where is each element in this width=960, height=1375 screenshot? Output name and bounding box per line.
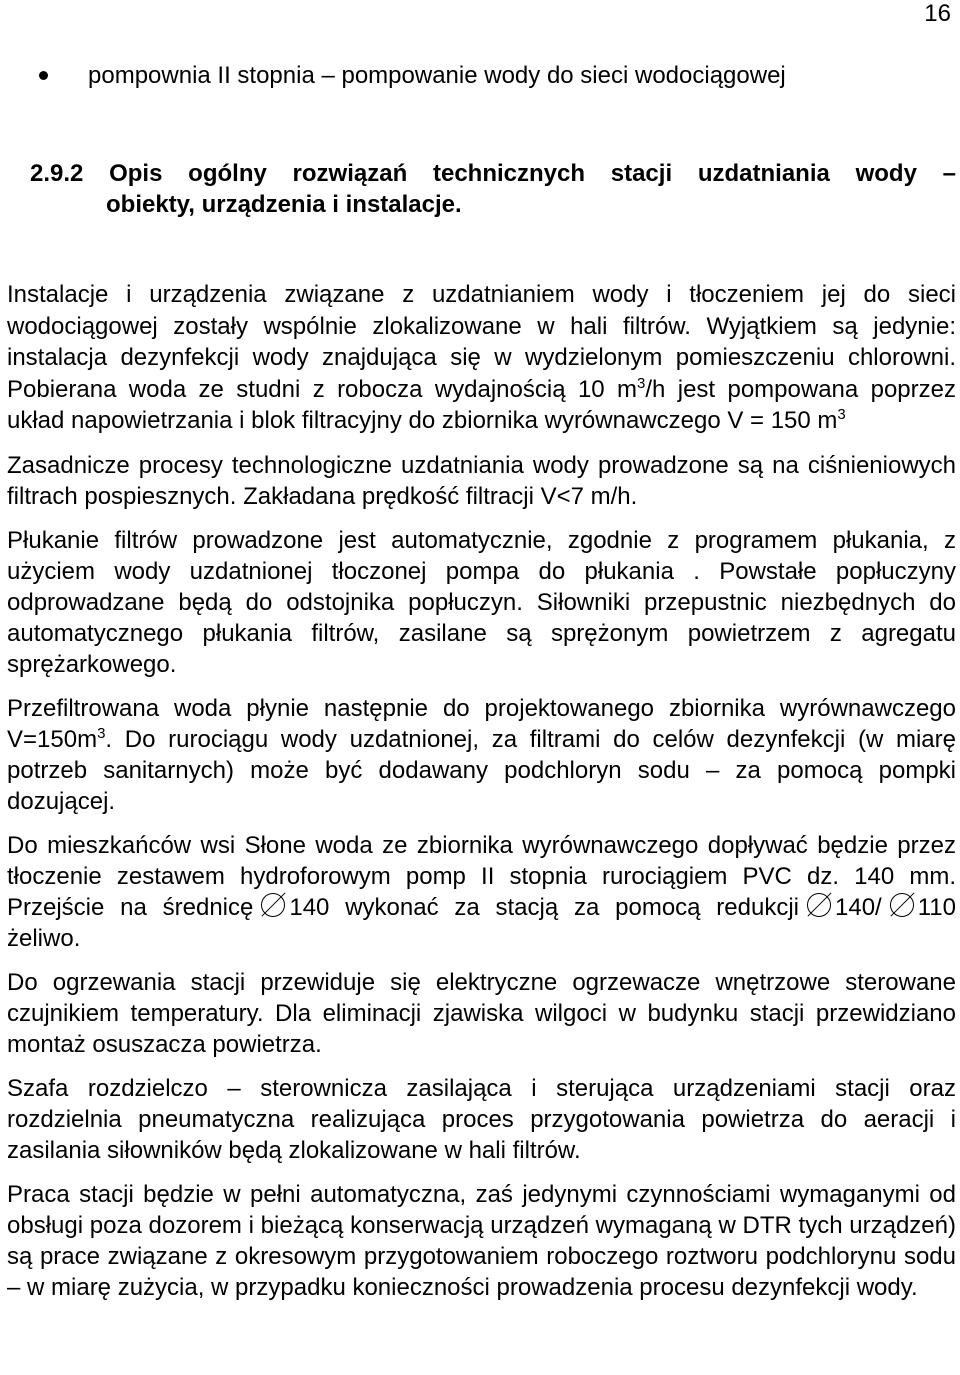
page-number: 16	[924, 0, 951, 27]
paragraph-text: 140/	[835, 893, 882, 921]
superscript: 3	[97, 724, 106, 742]
paragraph-control-cabinet: Szafa rozdzielczo – sterownicza zasilająca i sterująca urządzeniami stacji oraz rozdzielnia pneumatyczna realizująca proces przygotowania powietrza do aeracji i zasilania siłowników będą zlokalizowane w hali filtrów.	[7, 1074, 956, 1164]
paragraph-text: 110 żeliwo.	[7, 893, 956, 952]
section-heading	[30, 158, 956, 220]
section-heading-line-2: obiekty, urządzenia i instalacje.	[106, 191, 462, 218]
paragraph-processes: Zasadnicze procesy technologiczne uzdatniania wody prowadzone są na ciśnieniowych filtrach pospiesznych. Zakładana prędkość filtracji V<7 m/h.	[7, 451, 956, 510]
paragraph-text: 140 wykonać za stacją za pomocą redukcji	[289, 893, 800, 921]
paragraph-water-supply	[7, 830, 956, 954]
bullet-list-item	[39, 60, 939, 92]
bullet-text: pompownia II stopnia – pompowanie wody do sieci wodociągowej	[88, 62, 786, 89]
superscript: 3	[637, 374, 646, 392]
paragraph-filtered-water	[7, 693, 956, 817]
paragraph-text: . Do rurociągu wody uzdatnionej, za filtrami do celów dezynfekcji (w miarę potrzeb sanitarnych) może być dodawany podchloryn sodu – za pomocą pompki dozującej.	[7, 725, 956, 815]
diameter-symbol-icon	[890, 893, 914, 917]
superscript: 3	[837, 406, 846, 423]
paragraph-installations	[7, 279, 956, 437]
bullet-dot-icon	[39, 71, 48, 80]
diameter-symbol-icon	[261, 893, 285, 917]
paragraph-text: Instalacje i urządzenia związane z uzdatnianiem wody i tłoczeniem jej do sieci wodociągowej zostały wspólnie zlokalizowane w hali filtrów. Wyjątkiem są jedynie: instalacja dezynfekcji wody znajdująca się w wydzielonym pomieszczeniu chlorowni. Pobierana woda ze studni z robocza wydajnością 10 m	[7, 281, 956, 403]
document-body	[7, 279, 956, 1303]
paragraph-heating: Do ogrzewania stacji przewiduje się elektryczne ogrzewacze wnętrzowe sterowane czujnikiem temperatury. Dla eliminacji zjawiska wilgoci w budynku stacji przewidziano montaż osuszacza powietrza.	[7, 968, 956, 1058]
paragraph-text: Do mieszkańców wsi Słone woda ze zbiornika wyrównawczego dopływać będzie przez tłoczenie zestawem hydroforowym pomp II stopnia rurociągiem PVC dz. 140 mm. Przejście na średnicę	[7, 831, 956, 921]
paragraph-filter-rinsing: Płukanie filtrów prowadzone jest automatycznie, zgodnie z programem płukania, z użyciem wody uzdatnionej tłoczonej pompa do płukania . Powstałe popłuczyny odprowadzane będą do odstojnika popłuczyn. Siłowniki przepustnic niezbędnych do automatycznego płukania filtrów, zasilane są sprężonym powietrzem z agregatu sprężarkowego.	[7, 526, 956, 678]
paragraph-automation: Praca stacji będzie w pełni automatyczna, zaś jedynymi czynnościami wymaganymi od obsługi poza dozorem i bieżącą konserwacją urządzeń wymaganą w DTR tych urządzeń) są prace związane z okresowym przygotowaniem roboczego roztworu podchlorynu sodu – w miarę zużycia, w przypadku konieczności prowadzenia procesu dezynfekcji wody.	[7, 1180, 956, 1301]
paragraph-text: Przefiltrowana woda płynie następnie do projektowanego zbiornika wyrównawczego V=150m	[7, 694, 956, 753]
section-heading-line-1: 2.9.2 Opis ogólny rozwiązań technicznych stacji uzdatniania wody –	[30, 160, 956, 187]
diameter-symbol-icon	[807, 893, 831, 917]
paragraph-text: /h jest pompowana poprzez układ napowietrzania i blok filtracyjny do zbiornika wyrównawczego V = 150 m	[7, 375, 956, 434]
